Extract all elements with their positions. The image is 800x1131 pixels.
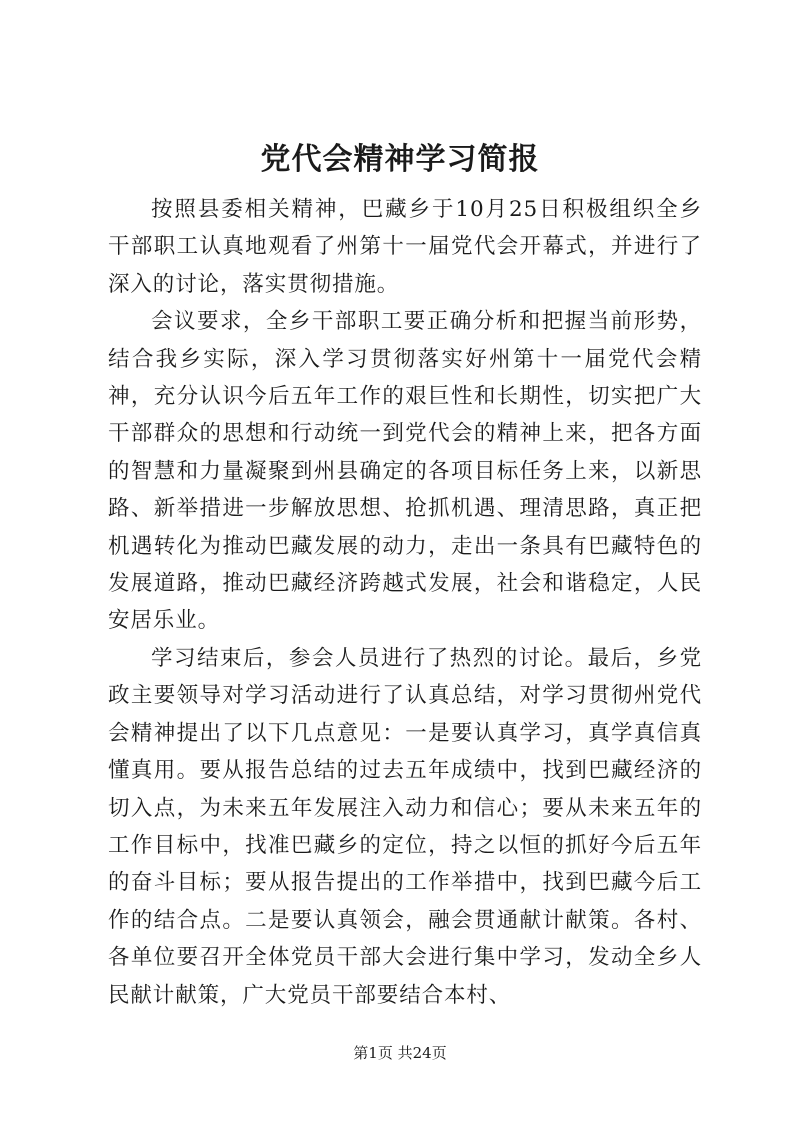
page-number-footer: 第1页 共24页 [353, 1044, 447, 1062]
paragraph-1: 按照县委相关精神，巴藏乡于10月25日积极组织全乡干部职工认真地观看了州第十一届党代会开幕式，并进行了深入的讨论，落实贯彻措施。 [108, 197, 702, 297]
paragraph-2: 会议要求，全乡干部职工要正确分析和把握当前形势，结合我乡实际，深入学习贯彻落实好州第十一届党代会精神，充分认识今后五年工作的艰巨性和长期性，切实把广大干部群众的思想和行动统一到党代会的精神上来，把各方面的智慧和力量凝聚到州县确定的各项目标任务上来，以新思路、新举措进一步解放思想、抢抓机遇、理清思路，真正把机遇转化为推动巴藏发展的动力，走出一条具有巴藏特色的发展道路，推动巴藏经济跨越式发展，社会和谐稳定，人民安居乐业。 [108, 309, 702, 634]
document-body [108, 191, 702, 1014]
document-title: 党代会精神学习简报 [260, 142, 540, 177]
paragraph-3: 学习结束后，参会人员进行了热烈的讨论。最后，乡党政主要领导对学习活动进行了认真总结，对学习贯彻州党代会精神提出了以下几点意见：一是要认真学习，真学真信真懂真用。要从报告总结的过去五年成绩中，找到巴藏经济的切入点，为未来五年发展注入动力和信心；要从未来五年的工作目标中，找准巴藏乡的定位，持之以恒的抓好今后五年的奋斗目标；要从报告提出的工作举措中，找到巴藏今后工作的结合点。二是要认真领会，融会贯通献计献策。各村、各单位要召开全体党员干部大会进行集中学习，发动全乡人民献计献策，广大党员干部要结合本村、 [108, 645, 702, 1008]
